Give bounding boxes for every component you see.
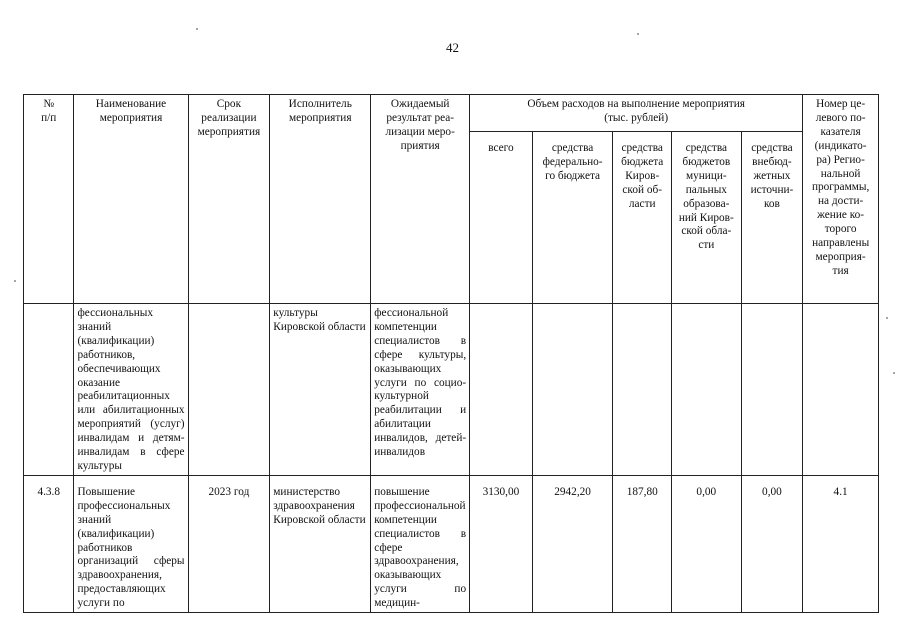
- cell-result: повышение профессиональной компетенции специалистов в сфере здравоохранения, оказывающих услуги по медицин-: [371, 475, 470, 612]
- cell-indicator: [803, 304, 879, 476]
- cell-municipal: 0,00: [672, 475, 742, 612]
- header-total: всего: [470, 132, 533, 304]
- measures-table: [23, 94, 879, 613]
- cell-name: Повышение профессиональных знаний (квалификации) работников организаций сферы здравоохранения, предоставляющих услуги по: [74, 475, 188, 612]
- cell-regional: 187,80: [613, 475, 672, 612]
- cell-extra: [741, 304, 803, 476]
- cell-indicator: 4.1: [803, 475, 879, 612]
- header-result: Ожидаемый результат реа- лизации меро- приятия: [371, 95, 470, 304]
- cell-num: 4.3.8: [24, 475, 74, 612]
- scan-speck: [637, 33, 639, 35]
- scan-speck: [886, 317, 888, 319]
- header-row: [24, 95, 879, 132]
- cell-executor: культуры Кировской области: [270, 304, 371, 476]
- cell-result: фессиональной компетенции специалистов в сфере культуры, оказывающих услуги по социо-культурной реабилитации и абилитации инвалидов, детей-инвалидов: [371, 304, 470, 476]
- header-federal: средства федерально- го бюджета: [532, 132, 613, 304]
- table-row: [24, 304, 879, 476]
- scan-speck: [14, 280, 16, 282]
- header-indicator: Номер це- левого по- казателя (индикато- ра) Регио- нальной программы, на дости- жение ко- торого направлены мероприя- тия: [803, 95, 879, 304]
- table-row: [24, 475, 879, 612]
- cell-federal: [532, 304, 613, 476]
- cell-name: фессиональных знаний (квалификации) работников, обеспечивающих оказание реабилитационных или абилитационных мероприятий (услуг) инвалидам и детям-инвалидам в сфере культуры: [74, 304, 188, 476]
- header-name: Наименование мероприятия: [74, 95, 188, 304]
- cell-total: 3130,00: [470, 475, 533, 612]
- cell-period: [188, 304, 270, 476]
- header-expenses: Объем расходов на выполнение мероприятия (тыс. рублей): [470, 95, 803, 132]
- cell-federal: 2942,20: [532, 475, 613, 612]
- header-period: Срок реализации мероприятия: [188, 95, 270, 304]
- cell-executor: министерство здравоохранения Кировской области: [270, 475, 371, 612]
- scan-speck: [196, 28, 198, 30]
- scan-speck: [893, 372, 895, 374]
- page-number: 42: [446, 40, 459, 55]
- header-extra: средства внебюд- жетных источни- ков: [741, 132, 803, 304]
- cell-period: 2023 год: [188, 475, 270, 612]
- cell-total: [470, 304, 533, 476]
- header-num: № п/п: [24, 95, 74, 304]
- cell-regional: [613, 304, 672, 476]
- cell-municipal: [672, 304, 742, 476]
- header-executor: Исполнитель мероприятия: [270, 95, 371, 304]
- header-municipal: средства бюджетов муници- пальных образова- ний Киров- ской обла- сти: [672, 132, 742, 304]
- cell-num: [24, 304, 74, 476]
- header-regional: средства бюджета Киров- ской об- ласти: [613, 132, 672, 304]
- cell-extra: 0,00: [741, 475, 803, 612]
